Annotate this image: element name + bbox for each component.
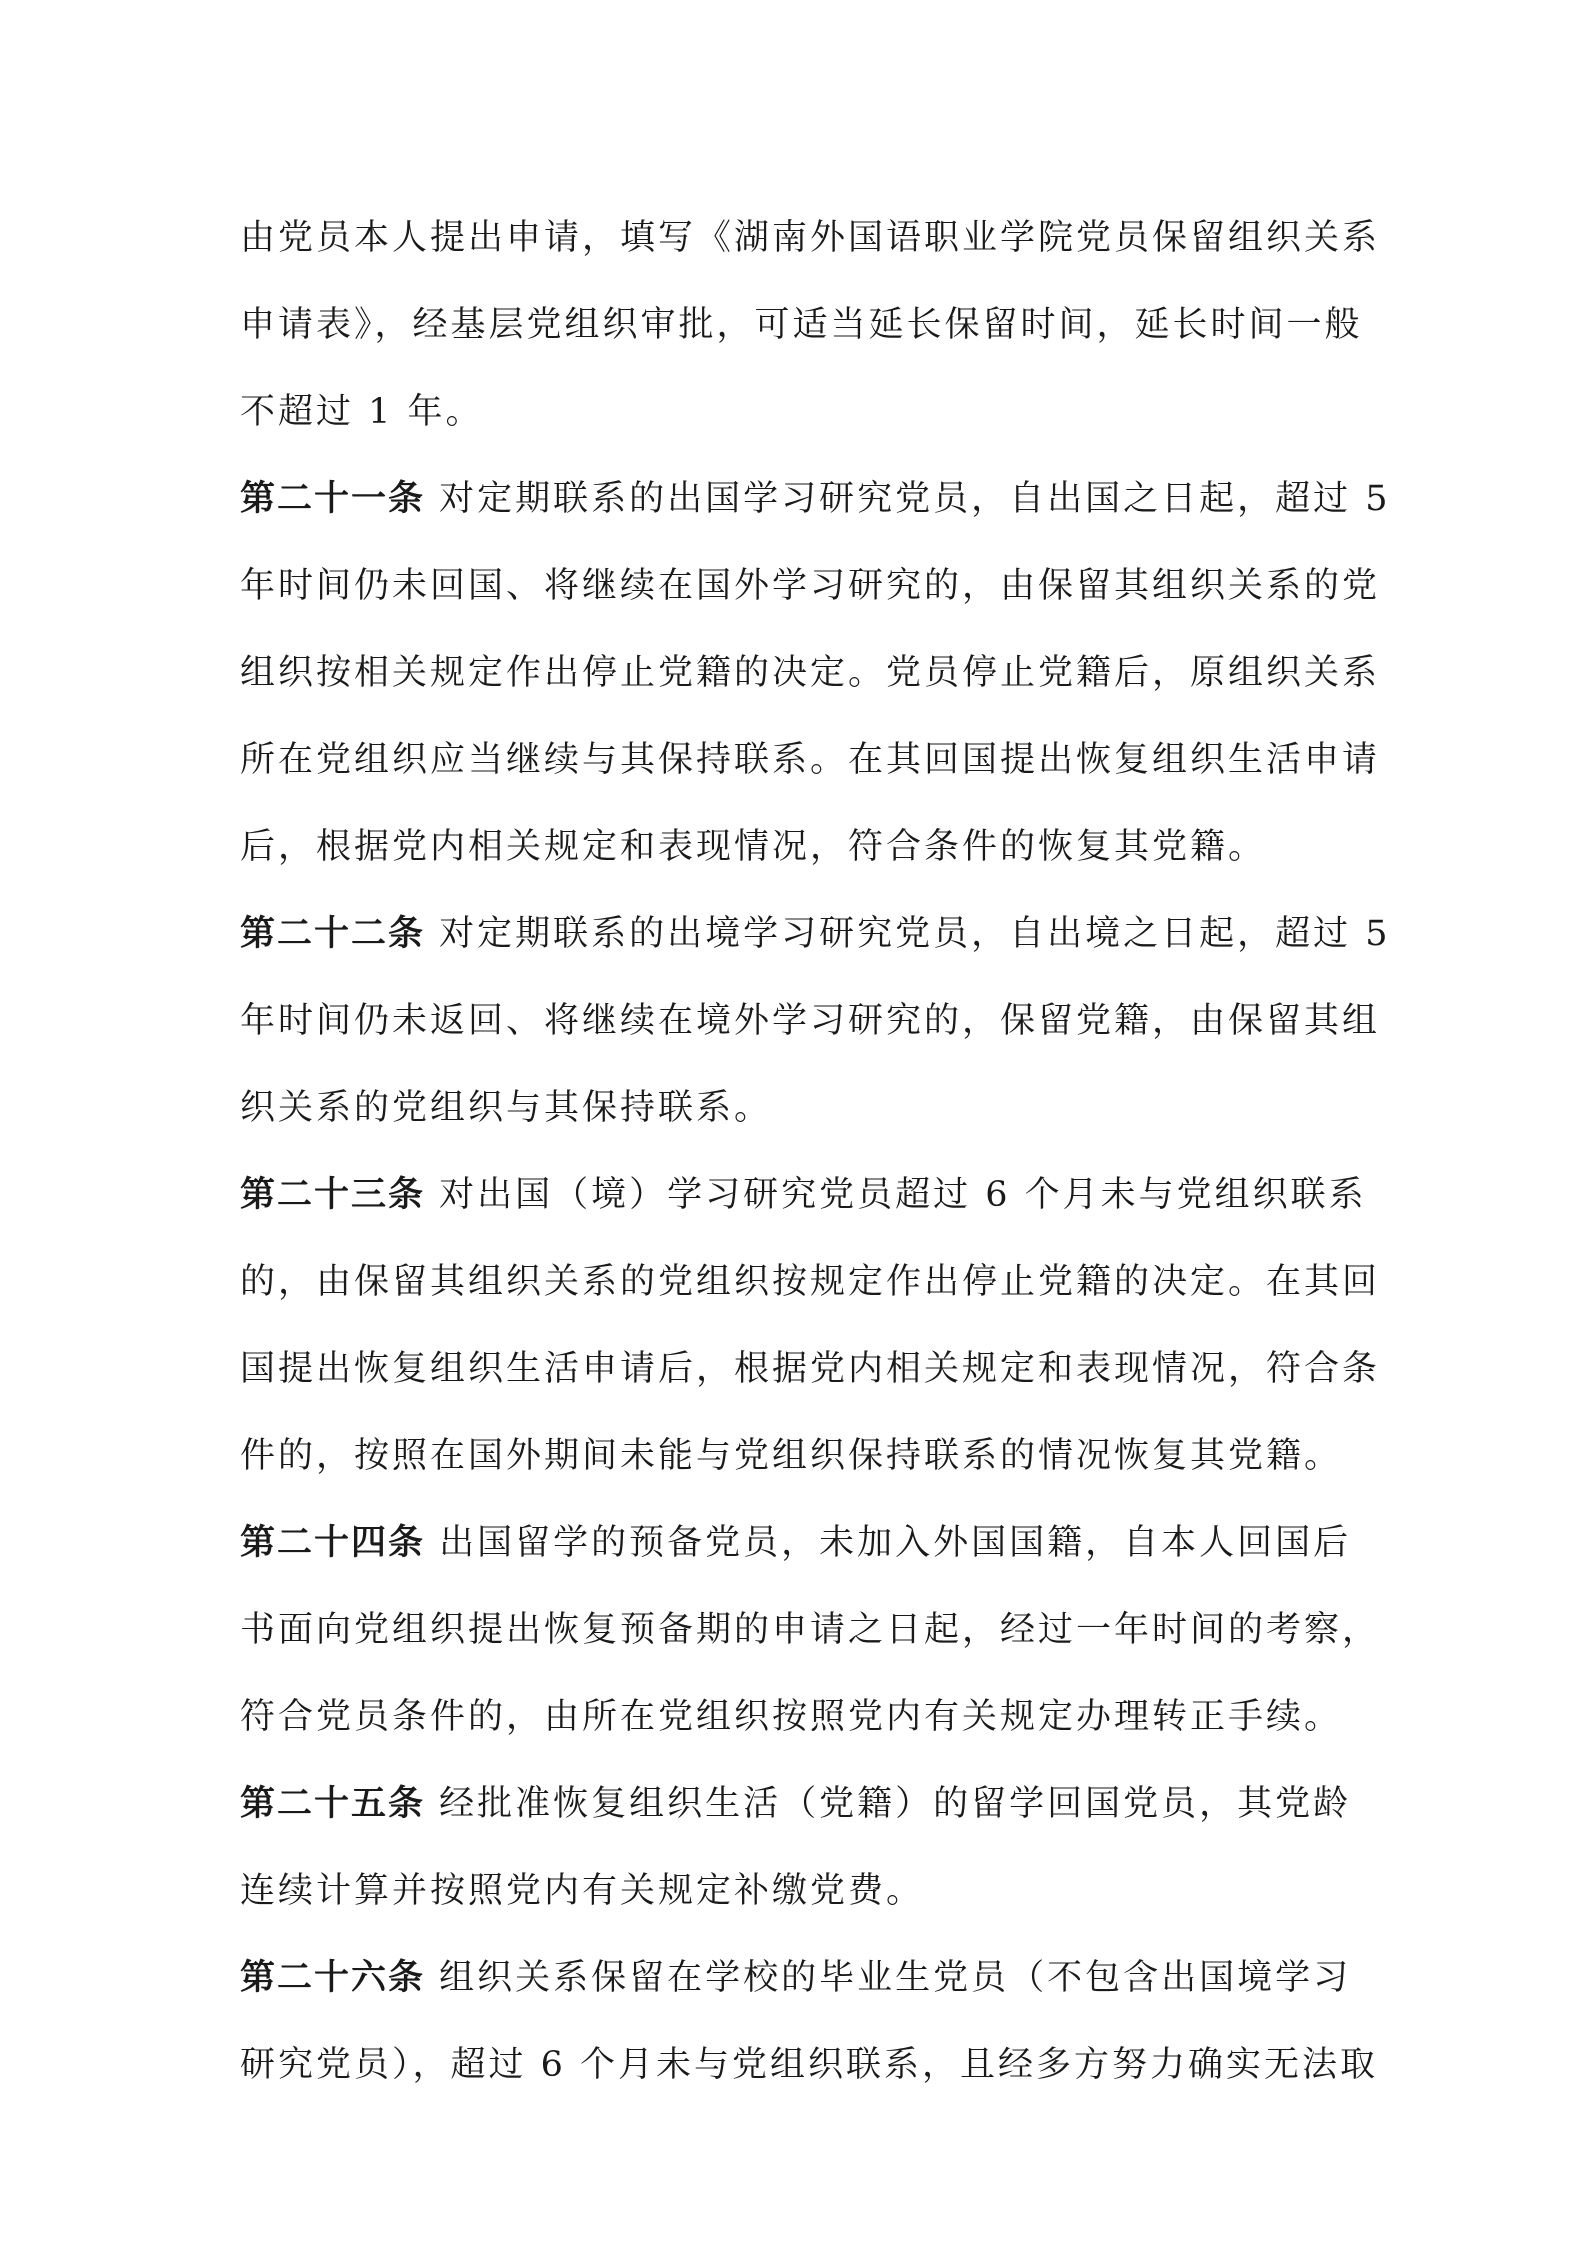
text-line: 申请表》，经基层党组织审批，可适当延长保留时间，延长时间一般 xyxy=(240,305,1363,345)
text-line xyxy=(240,891,1391,978)
text-line xyxy=(240,1761,1350,1848)
text-line: 符合党员条件的，由所在党组织按照党内有关规定办理转正手续。 xyxy=(240,1697,1343,1737)
text-line xyxy=(240,456,1391,543)
article-text: 对定期联系的出国学习研究党员，自出国之日起，超过 5 xyxy=(425,479,1391,519)
article-label: 第二十四条 xyxy=(240,1523,426,1563)
article-label: 第二十三条 xyxy=(240,1175,426,1215)
text-line: 组织按相关规定作出停止党籍的决定。党员停止党籍后，原组织关系 xyxy=(240,653,1381,693)
article-text: 出国留学的预备党员，未加入外国国籍，自本人回国后 xyxy=(425,1523,1352,1563)
text-line xyxy=(240,1500,1350,1587)
article-22 xyxy=(240,891,1391,1152)
text-line xyxy=(240,1152,1367,1239)
text-line: 年时间仍未回国、将继续在国外学习研究的，由保留其组织关系的党 xyxy=(240,566,1381,606)
article-26 xyxy=(240,1935,1379,2109)
article-23 xyxy=(240,1152,1381,1500)
article-21 xyxy=(240,456,1391,891)
paragraph-continuation xyxy=(240,195,1381,456)
text-line: 国提出恢复组织生活申请后，根据党内相关规定和表现情况，符合条 xyxy=(240,1349,1381,1389)
text-line: 件的，按照在国外期间未能与党组织保持联系的情况恢复其党籍。 xyxy=(240,1436,1343,1476)
article-text: 对出国（境）学习研究党员超过 6 个月未与党组织联系 xyxy=(425,1175,1367,1215)
article-text: 组织关系保留在学校的毕业生党员（不包含出国境学习 xyxy=(425,1958,1352,1998)
text-line: 织关系的党组织与其保持联系。 xyxy=(240,1088,773,1128)
article-label: 第二十五条 xyxy=(240,1784,426,1824)
document-body xyxy=(240,195,1391,2109)
text-line: 连续计算并按照党内有关规定补缴党费。 xyxy=(240,1871,925,1911)
text-line: 研究党员），超过 6 个月未与党组织联系，且经多方努力确实无法取 xyxy=(240,2045,1379,2085)
article-25 xyxy=(240,1761,1350,1935)
text-line xyxy=(240,1935,1350,2022)
text-line: 不超过 1 年。 xyxy=(240,392,484,432)
text-line: 后，根据党内相关规定和表现情况，符合条件的恢复其党籍。 xyxy=(240,827,1267,867)
text-line: 所在党组织应当继续与其保持联系。在其回国提出恢复组织生活申请 xyxy=(240,740,1381,780)
article-text: 经批准恢复组织生活（党籍）的留学回国党员，其党龄 xyxy=(425,1784,1352,1824)
article-label: 第二十六条 xyxy=(240,1958,426,1998)
text-line: 的，由保留其组织关系的党组织按规定作出停止党籍的决定。在其回 xyxy=(240,1262,1381,1302)
article-label: 第二十一条 xyxy=(240,479,426,519)
article-label: 第二十二条 xyxy=(240,914,426,954)
text-line: 由党员本人提出申请，填写《湖南外国语职业学院党员保留组织关系 xyxy=(240,218,1381,258)
text-line: 年时间仍未返回、将继续在境外学习研究的，保留党籍，由保留其组 xyxy=(240,1001,1381,1041)
article-text: 对定期联系的出境学习研究党员，自出境之日起，超过 5 xyxy=(425,914,1391,954)
text-line: 书面向党组织提出恢复预备期的申请之日起，经过一年时间的考察， xyxy=(240,1610,1381,1650)
article-24 xyxy=(240,1500,1381,1761)
